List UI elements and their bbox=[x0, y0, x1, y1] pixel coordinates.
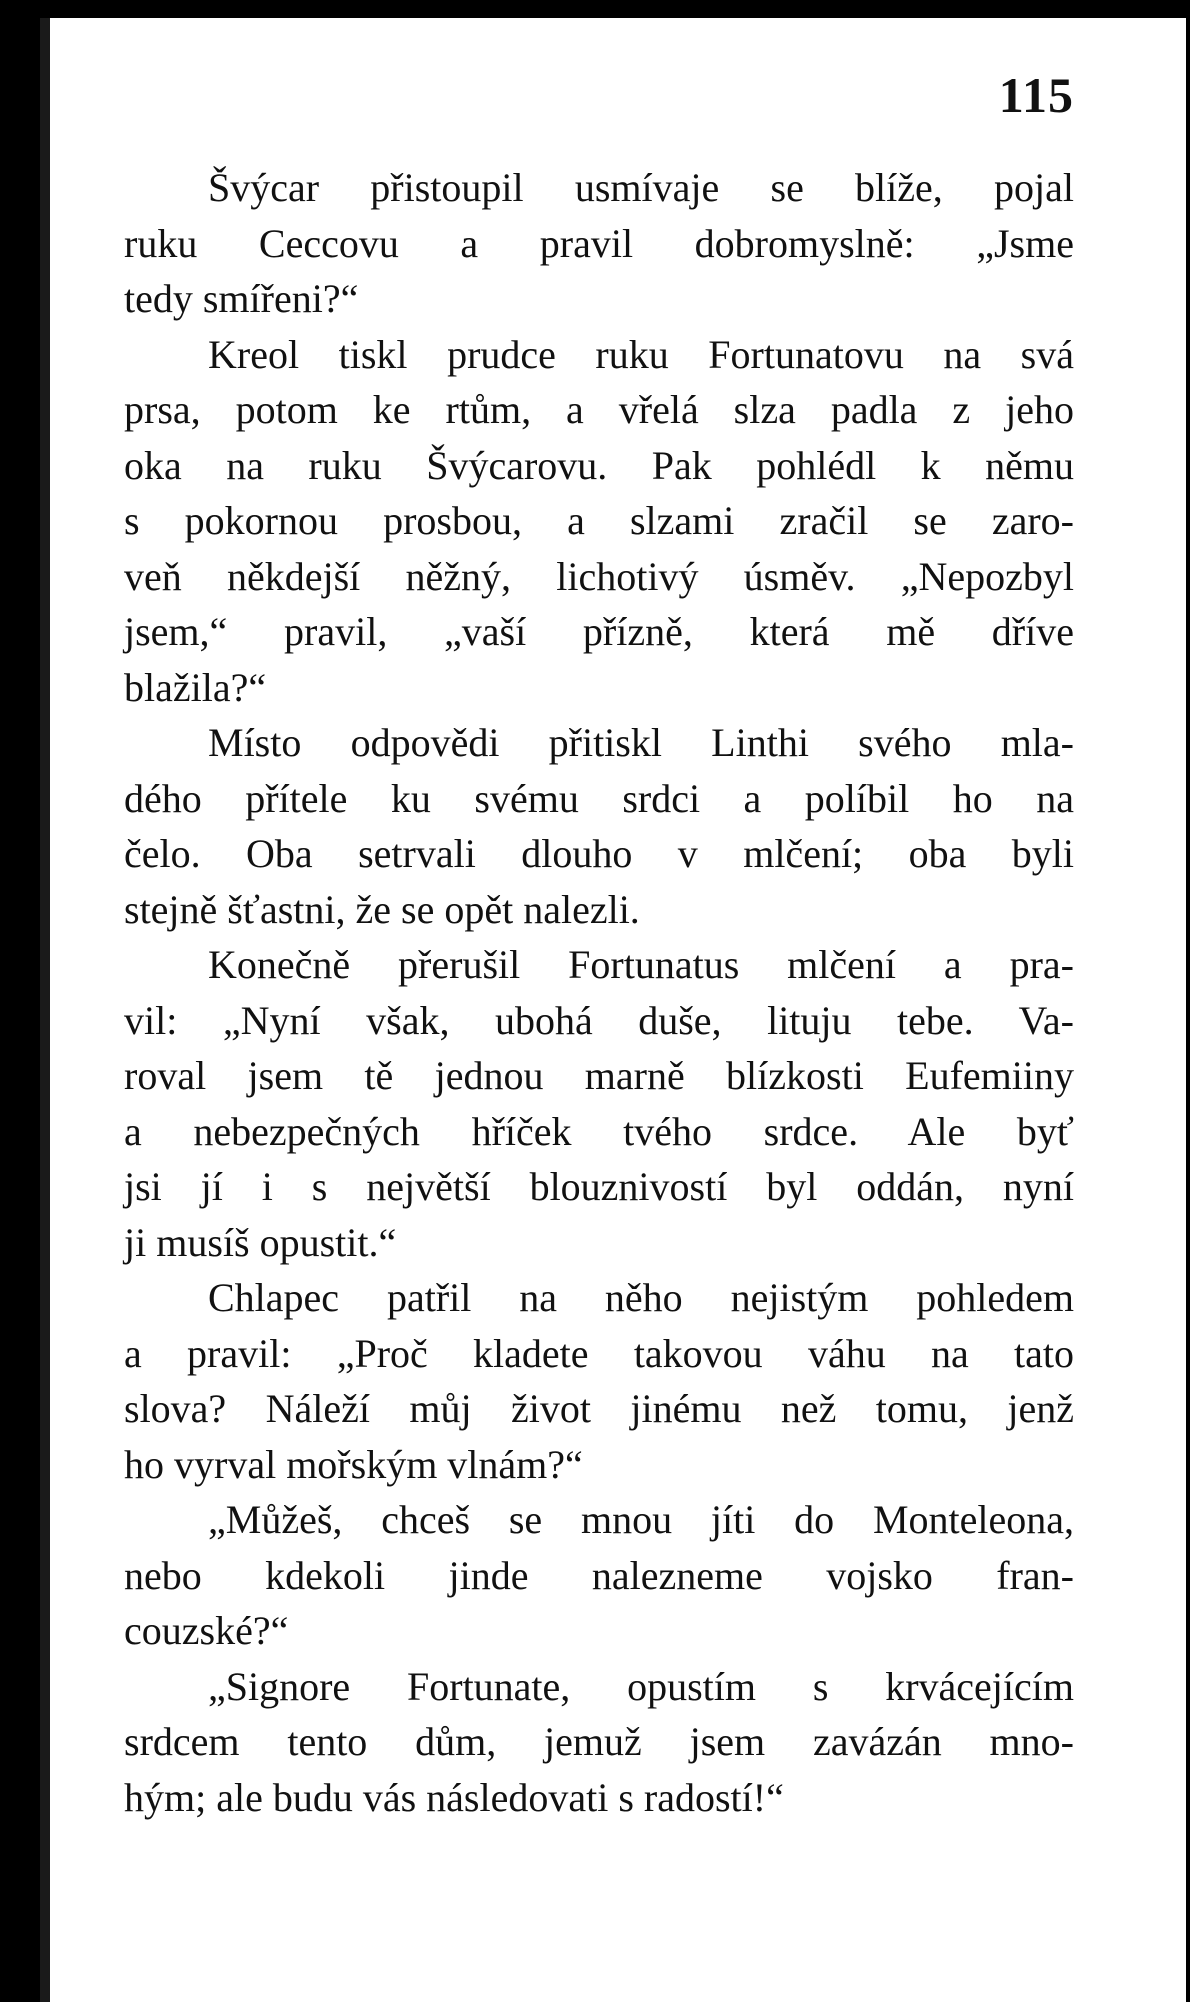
text-line: „Můžeš, chceš se mnou jíti do Monteleona, bbox=[208, 1497, 1074, 1542]
text-line: couzské?“ bbox=[124, 1608, 289, 1653]
text-line: Místo odpovědi přitiskl Linthi svého mla- bbox=[208, 720, 1074, 765]
text-line: čelo. Oba setrvali dlouho v mlčení; oba byli bbox=[124, 831, 1074, 876]
book-page bbox=[40, 18, 1186, 2002]
text-line: jsi jí i s největší blouznivostí byl oddán, nyní bbox=[124, 1164, 1074, 1209]
text-line: dého přítele ku svému srdci a políbil ho na bbox=[124, 775, 1074, 821]
page-number: 115 bbox=[998, 67, 1074, 123]
text-line: ruku Ceccovu a pravil dobromyslně: „Jsme bbox=[124, 220, 1074, 266]
body-text bbox=[124, 160, 1074, 1825]
text-line: tedy smířeni?“ bbox=[124, 276, 359, 321]
text-line: Chlapec patřil na něho nejistým pohledem bbox=[208, 1275, 1074, 1320]
paragraph bbox=[124, 715, 1074, 937]
text-line: oka na ruku Švýcarovu. Pak pohlédl k němu bbox=[124, 442, 1074, 488]
text-line: Švýcar přistoupil usmívaje se blíže, pojal bbox=[208, 165, 1074, 210]
text-line: ji musíš opustit.“ bbox=[124, 1219, 397, 1265]
text-line: Kreol tiskl prudce ruku Fortunatovu na svá bbox=[208, 331, 1074, 377]
paragraph bbox=[124, 160, 1074, 327]
text-line: vil: „Nyní však, ubohá duše, lituju tebe. Va- bbox=[124, 997, 1074, 1043]
paragraph bbox=[124, 937, 1074, 1270]
paragraph bbox=[124, 1270, 1074, 1492]
text-line: srdcem tento dům, jemuž jsem zavázán mno- bbox=[124, 1719, 1074, 1764]
text-line: „Signore Fortunate, opustím s krvácejícím bbox=[208, 1663, 1074, 1709]
text-line: a nebezpečných hříček tvého srdce. Ale byť bbox=[124, 1108, 1074, 1154]
text-line: roval jsem tě jednou marně blízkosti Eufemiiny bbox=[124, 1053, 1074, 1098]
text-line: Konečně přerušil Fortunatus mlčení a pra- bbox=[208, 942, 1074, 987]
text-line: slova? Náleží můj život jinému než tomu, jenž bbox=[124, 1386, 1074, 1431]
text-line: ho vyrval mořským vlnám?“ bbox=[124, 1441, 583, 1487]
text-line: veň někdejší něžný, lichotivý úsměv. „Nepozbyl bbox=[124, 553, 1074, 599]
paragraph bbox=[124, 1659, 1074, 1826]
text-line: stejně šťastni, že se opět nalezli. bbox=[124, 886, 640, 932]
text-line: s pokornou prosbou, a slzami zračil se zaro- bbox=[124, 498, 1074, 543]
text-line: hým; ale budu vás následovati s radostí!“ bbox=[124, 1774, 784, 1820]
text-line: nebo kdekoli jinde nalezneme vojsko fran- bbox=[124, 1552, 1074, 1598]
paragraph bbox=[124, 1492, 1074, 1659]
text-line: prsa, potom ke rtům, a vřelá slza padla z jeho bbox=[124, 387, 1074, 432]
paragraph bbox=[124, 327, 1074, 716]
text-line: jsem,“ pravil, „vaší přízně, která mě dříve bbox=[124, 609, 1074, 654]
text-line: blažila?“ bbox=[124, 664, 267, 710]
text-line: a pravil: „Proč kladete takovou váhu na tato bbox=[124, 1330, 1074, 1376]
